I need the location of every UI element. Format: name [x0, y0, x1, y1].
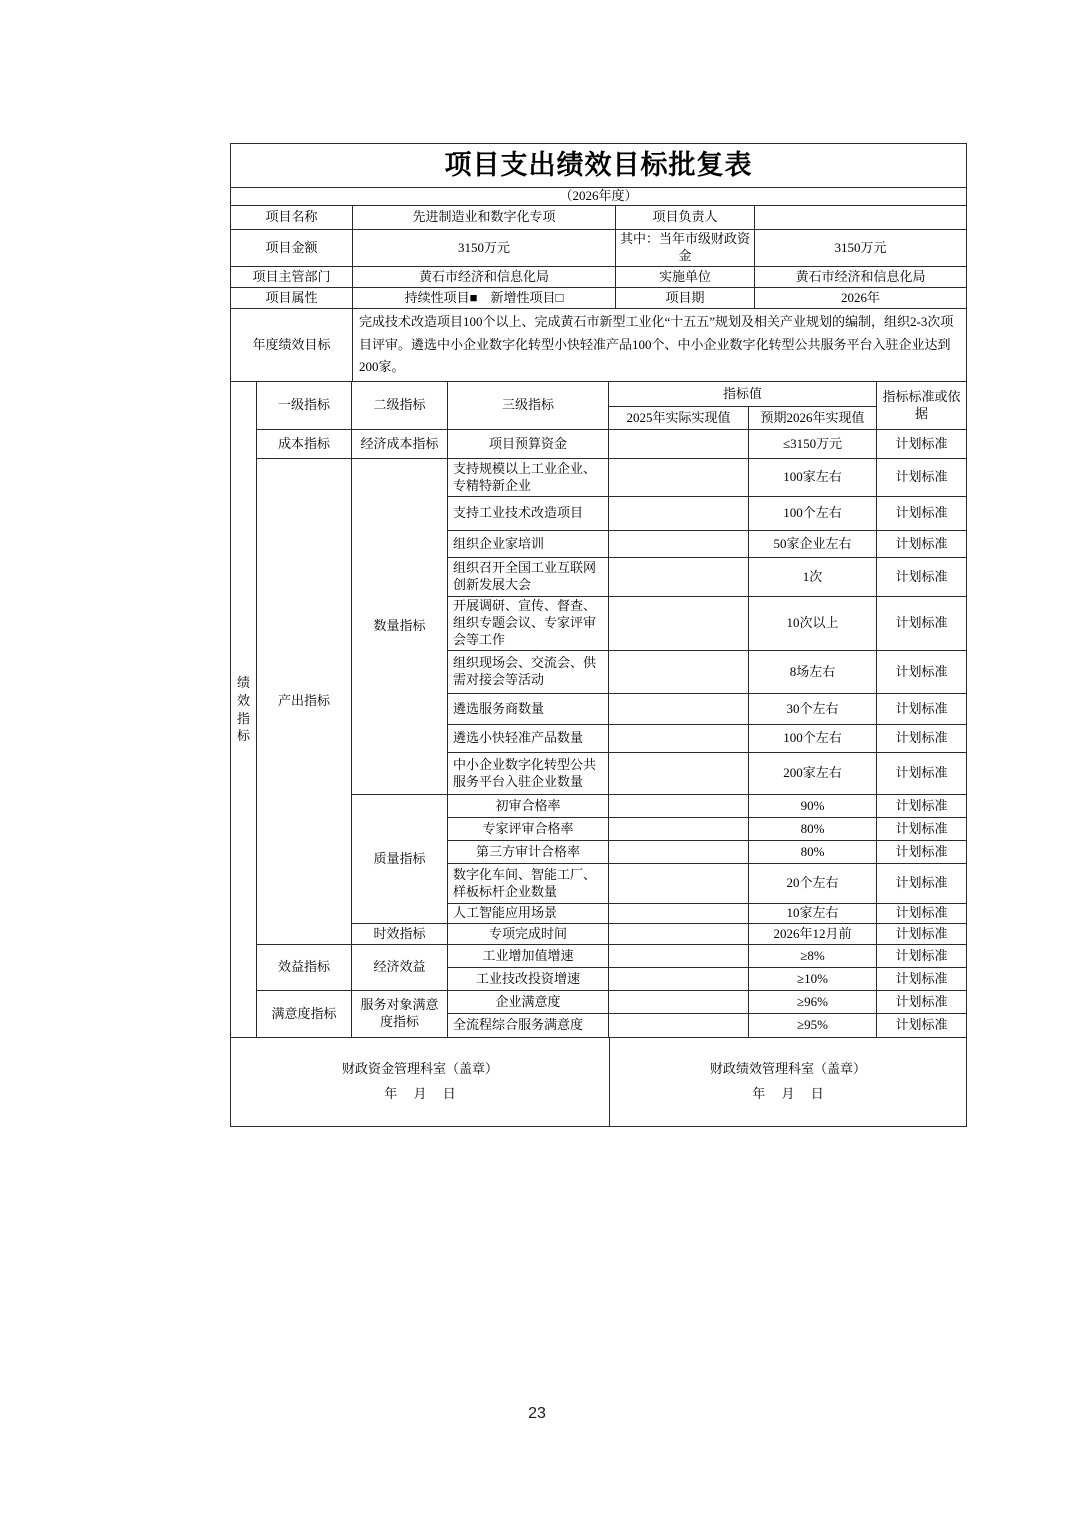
value-2025-cell — [609, 725, 749, 753]
standard-cell: 计划标准 — [877, 904, 967, 924]
standard-header: 指标标准或依据 — [877, 382, 967, 430]
level2-cell: 经济效益 — [352, 945, 448, 991]
indicator-row — [231, 991, 967, 1014]
info-row-department — [231, 266, 967, 287]
value-2025-cell — [609, 1014, 749, 1038]
level2-header: 二级指标 — [352, 382, 448, 430]
level3-cell: 数字化车间、智能工厂、样板标杆企业数量 — [448, 864, 609, 904]
impl-unit-label: 实施单位 — [616, 266, 755, 287]
value-2025-cell — [609, 795, 749, 818]
indicators-header-row-1 — [231, 382, 967, 407]
level3-cell: 组织企业家培训 — [448, 531, 609, 558]
level2-cell: 服务对象满意度指标 — [352, 991, 448, 1038]
value-2026-cell: 100家左右 — [749, 459, 877, 497]
level3-cell: 第三方审计合格率 — [448, 841, 609, 864]
level3-cell: 组织现场会、交流会、供需对接会等活动 — [448, 651, 609, 694]
level3-cell: 组织召开全国工业互联网创新发展大会 — [448, 558, 609, 597]
standard-cell: 计划标准 — [877, 725, 967, 753]
page-number: 23 — [528, 1405, 546, 1422]
value-2026-cell: 30个左右 — [749, 694, 877, 725]
value-2026-cell: 10家左右 — [749, 904, 877, 924]
annual-goal-row — [231, 308, 967, 381]
value-2026-cell: 50家企业左右 — [749, 531, 877, 558]
level3-cell: 遴选服务商数量 — [448, 694, 609, 725]
value-2025-cell — [609, 497, 749, 531]
standard-cell: 计划标准 — [877, 459, 967, 497]
value-2025-cell — [609, 864, 749, 904]
standard-cell: 计划标准 — [877, 864, 967, 904]
standard-cell: 计划标准 — [877, 497, 967, 531]
fiscal-fund-value: 3150万元 — [755, 229, 967, 266]
level3-cell: 中小企业数字化转型公共服务平台入驻企业数量 — [448, 753, 609, 795]
fund-office-signature-block — [231, 1038, 610, 1127]
level3-cell: 支持规模以上工业企业、专精特新企业 — [448, 459, 609, 497]
annual-goal-text: 完成技术改造项目100个以上、完成黄石市新型工业化“十五五”规划及相关产业规划的编制，组织2-3次项目评审。遴选中小企业数字化转型小快轻准产品100个、中小企业数字化转型公共服务平台入驻企业达到200家。 — [353, 308, 967, 381]
standard-cell: 计划标准 — [877, 1014, 967, 1038]
value-2026-cell: 80% — [749, 841, 877, 864]
standard-cell: 计划标准 — [877, 753, 967, 795]
standard-cell: 计划标准 — [877, 597, 967, 651]
value-2025-cell — [609, 459, 749, 497]
value-2026-cell: 2026年12月前 — [749, 924, 877, 945]
level3-cell: 人工智能应用场景 — [448, 904, 609, 924]
standard-cell: 计划标准 — [877, 651, 967, 694]
attribute-value: 持续性项目■ 新增性项目□ — [353, 287, 616, 308]
level2-cell: 经济成本指标 — [352, 430, 448, 459]
value-2026-cell: 90% — [749, 795, 877, 818]
value-2025-cell — [609, 904, 749, 924]
indicator-row — [231, 945, 967, 968]
standard-cell: 计划标准 — [877, 991, 967, 1014]
indicators-table — [230, 381, 967, 1038]
approval-form — [230, 143, 966, 1127]
standard-cell: 计划标准 — [877, 924, 967, 945]
indicator-row — [231, 459, 967, 497]
value-2026-cell: ≥96% — [749, 991, 877, 1014]
standard-cell: 计划标准 — [877, 430, 967, 459]
value-2025-cell — [609, 924, 749, 945]
value-2025-cell — [609, 597, 749, 651]
performance-office-signature-block — [610, 1038, 967, 1127]
project-leader-label: 项目负责人 — [616, 205, 755, 229]
level3-header: 三级指标 — [448, 382, 609, 430]
level1-cell: 成本指标 — [257, 430, 352, 459]
period-label: 项目期 — [616, 287, 755, 308]
indicator-row — [231, 430, 967, 459]
level3-cell: 遴选小快轻准产品数量 — [448, 725, 609, 753]
value-2026-cell: 100个左右 — [749, 497, 877, 531]
value-2026-cell: 8场左右 — [749, 651, 877, 694]
value-2025-cell — [609, 694, 749, 725]
info-row-attribute — [231, 287, 967, 308]
value-2025-cell — [609, 558, 749, 597]
value-2026-cell: 1次 — [749, 558, 877, 597]
fund-office-title: 财政资金管理科室（盖章） — [341, 1061, 498, 1077]
level1-cell: 效益指标 — [257, 945, 352, 991]
performance-indicator-side-label: 绩效指标 — [231, 382, 257, 1038]
level3-cell: 支持工业技术改造项目 — [448, 497, 609, 531]
standard-cell: 计划标准 — [877, 795, 967, 818]
actual-2025-header: 2025年实际实现值 — [609, 407, 749, 430]
value-2025-cell — [609, 968, 749, 991]
form-title: 项目支出绩效目标批复表 — [231, 144, 967, 188]
level3-cell: 全流程综合服务满意度 — [448, 1014, 609, 1038]
project-amount-value: 3150万元 — [353, 229, 616, 266]
level3-cell: 初审合格率 — [448, 795, 609, 818]
level3-cell: 工业技改投资增速 — [448, 968, 609, 991]
project-name-label: 项目名称 — [231, 205, 353, 229]
level3-cell: 工业增加值增速 — [448, 945, 609, 968]
project-leader-value — [755, 205, 967, 229]
performance-office-title: 财政绩效管理科室（盖章） — [709, 1061, 866, 1077]
value-2026-cell: 100个左右 — [749, 725, 877, 753]
standard-cell: 计划标准 — [877, 531, 967, 558]
annual-goal-label: 年度绩效目标 — [231, 308, 353, 381]
value-2025-cell — [609, 531, 749, 558]
value-2025-cell — [609, 430, 749, 459]
impl-unit-value: 黄石市经济和信息化局 — [755, 266, 967, 287]
dept-value: 黄石市经济和信息化局 — [353, 266, 616, 287]
value-2026-cell: ≥95% — [749, 1014, 877, 1038]
standard-cell: 计划标准 — [877, 818, 967, 841]
level1-cell: 满意度指标 — [257, 991, 352, 1038]
level1-cell: 产出指标 — [257, 459, 352, 945]
level1-header: 一级指标 — [257, 382, 352, 430]
standard-cell: 计划标准 — [877, 694, 967, 725]
value-2026-cell: 80% — [749, 818, 877, 841]
value-2025-cell — [609, 945, 749, 968]
value-2025-cell — [609, 841, 749, 864]
attribute-label: 项目属性 — [231, 287, 353, 308]
level2-cell: 质量指标 — [352, 795, 448, 924]
value-2026-cell: ≥8% — [749, 945, 877, 968]
standard-cell: 计划标准 — [877, 558, 967, 597]
value-2026-cell: 20个左右 — [749, 864, 877, 904]
value-2026-cell: ≥10% — [749, 968, 877, 991]
value-2026-cell: 10次以上 — [749, 597, 877, 651]
performance-office-date-line: 年 月 日 — [752, 1086, 824, 1102]
indicator-value-header: 指标值 — [609, 382, 877, 407]
info-row-amount — [231, 229, 967, 266]
fund-office-date-line: 年 月 日 — [384, 1086, 456, 1102]
level3-cell: 专家评审合格率 — [448, 818, 609, 841]
standard-cell: 计划标准 — [877, 968, 967, 991]
value-2025-cell — [609, 991, 749, 1014]
level3-cell: 专项完成时间 — [448, 924, 609, 945]
standard-cell: 计划标准 — [877, 945, 967, 968]
form-subtitle: （2026年度） — [231, 188, 967, 206]
fiscal-fund-label: 其中：当年市级财政资金 — [616, 229, 755, 266]
standard-cell: 计划标准 — [877, 841, 967, 864]
level3-cell: 企业满意度 — [448, 991, 609, 1014]
project-amount-label: 项目金额 — [231, 229, 353, 266]
level3-cell: 开展调研、宣传、督查、组织专题会议、专家评审会等工作 — [448, 597, 609, 651]
signature-table — [230, 1037, 967, 1127]
level2-cell: 时效指标 — [352, 924, 448, 945]
level3-cell: 项目预算资金 — [448, 430, 609, 459]
period-value: 2026年 — [755, 287, 967, 308]
value-2026-cell: 200家左右 — [749, 753, 877, 795]
level2-cell: 数量指标 — [352, 459, 448, 795]
expected-2026-header: 预期2026年实现值 — [749, 407, 877, 430]
value-2025-cell — [609, 818, 749, 841]
value-2026-cell: ≤3150万元 — [749, 430, 877, 459]
dept-label: 项目主管部门 — [231, 266, 353, 287]
project-info-table — [230, 143, 967, 382]
value-2025-cell — [609, 753, 749, 795]
value-2025-cell — [609, 651, 749, 694]
info-row-name — [231, 205, 967, 229]
project-name-value: 先进制造业和数字化专项 — [353, 205, 616, 229]
